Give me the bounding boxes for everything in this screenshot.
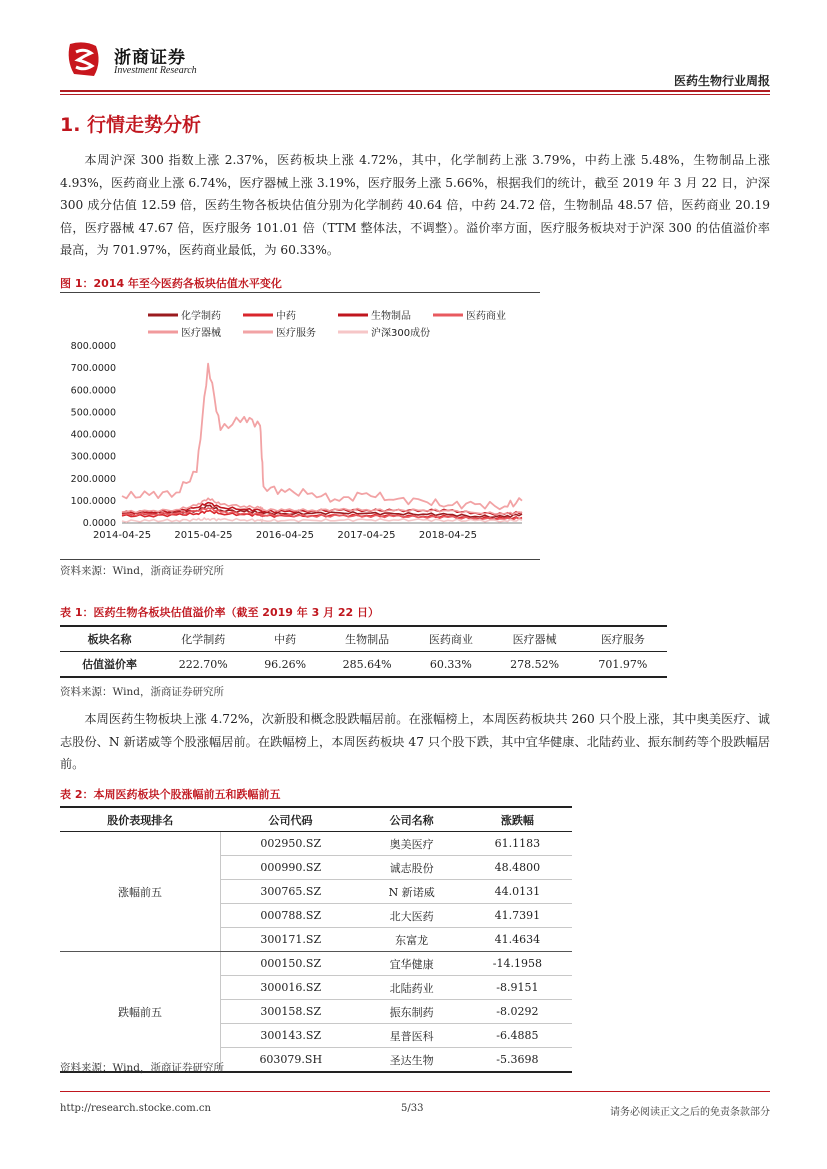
stock-code: 300158.SZ [221, 1000, 361, 1024]
stock-code: 300143.SZ [221, 1024, 361, 1048]
table-1-caption: 表 1：医药生物各板块估值溢价率（截至 2019 年 3 月 22 日） [60, 606, 380, 619]
stock-change: 41.4634 [463, 928, 572, 952]
x-tick-label: 2017-04-25 [337, 530, 396, 541]
stock-code: 002950.SZ [221, 832, 361, 856]
stock-code: 300171.SZ [221, 928, 361, 952]
table-row [60, 952, 572, 976]
y-tick-label: 600.0000 [70, 385, 116, 397]
stock-code: 603079.SH [221, 1048, 361, 1073]
paragraph-1-text: 本周沪深 300 指数上涨 2.37%，医药板块上涨 4.72%，其中，化学制药上涨 3.79%，中药上涨 5.48%，生物制品上涨 4.93%，医药商业上涨 6.74%，医疗器械上涨 3.19%，医疗服务上涨 5.66%，根据我们的统计，截至 2019 年 3 月 22 日，沪深 300 成分估值 12.59 倍，医药生物各板块估值分别为化学制药 40.64 倍，中药 24.72 倍，生物制品 48.57 倍，医药商业 20.19 倍，医疗器械 47.67 倍，医疗服务 101.01 倍（TTM 整体法，不调整）。溢价率方面，医疗服务板块对于沪深 300 的估值溢价率最高，为 701.97%，医药商业最低，为 60.33%。 [60, 153, 770, 257]
legend-label: 沪深300成份 [371, 328, 431, 339]
section-title: 1. 行情走势分析 [60, 114, 202, 136]
legend-label: 医药商业 [466, 311, 506, 322]
y-tick-label: 500.0000 [70, 407, 116, 419]
stock-change: -8.0292 [463, 1000, 572, 1024]
table-cell: 222.70% [159, 652, 247, 678]
stock-change: -6.4885 [463, 1024, 572, 1048]
table-cell: 701.97% [579, 652, 667, 678]
figure-1-bottom-rule [60, 559, 540, 560]
stock-name: 奥美医疗 [361, 832, 463, 856]
group-label-losers: 跌幅前五 [60, 952, 221, 1073]
table-header-row [60, 807, 572, 832]
logo-subtitle: Investment Research [114, 65, 197, 76]
page-number: 5/33 [401, 1103, 424, 1114]
top-movers-table [60, 806, 572, 1073]
header-cell: 生物制品 [323, 626, 411, 652]
header-cell: 医疗器械 [491, 626, 579, 652]
header-cell: 公司名称 [361, 807, 463, 832]
series-line-6 [122, 364, 522, 510]
stock-name: 振东制药 [361, 1000, 463, 1024]
stock-change: 61.1183 [463, 832, 572, 856]
header-rule-top [60, 90, 770, 92]
stock-name: 北陆药业 [361, 976, 463, 1000]
x-tick-label: 2015-04-25 [174, 530, 233, 541]
table-cell: 60.33% [411, 652, 490, 678]
stock-name: 东富龙 [361, 928, 463, 952]
stock-name: 圣达生物 [361, 1048, 463, 1073]
table-cell: 285.64% [323, 652, 411, 678]
plot-area [122, 364, 522, 522]
table-row [60, 652, 667, 678]
stock-change: -5.3698 [463, 1048, 572, 1073]
valuation-premium-table [60, 625, 667, 678]
stock-change: -14.1958 [463, 952, 572, 976]
y-tick-label: 300.0000 [70, 451, 116, 463]
table-row [60, 832, 572, 856]
stock-code: 000788.SZ [221, 904, 361, 928]
table-cell: 278.52% [491, 652, 579, 678]
figure-1-source: 资料来源：Wind，浙商证券研究所 [60, 565, 224, 577]
stock-change: 41.7391 [463, 904, 572, 928]
report-type: 医药生物行业周报 [673, 74, 770, 88]
y-tick-label: 400.0000 [70, 429, 116, 441]
stock-code: 300765.SZ [221, 880, 361, 904]
legend-label: 医疗服务 [276, 328, 316, 339]
table-2-caption: 表 2：本周医药板块个股涨幅前五和跌幅前五 [60, 788, 281, 801]
y-axis [71, 341, 116, 529]
stock-code: 300016.SZ [221, 976, 361, 1000]
figure-1-rule [60, 292, 540, 293]
x-axis [93, 523, 522, 541]
header-rule-bottom [60, 94, 770, 95]
table-header-row [60, 626, 667, 652]
paragraph-1 [60, 149, 770, 262]
table-1-source: 资料来源：Wind，浙商证券研究所 [60, 686, 224, 698]
paragraph-2 [60, 708, 770, 776]
y-tick-label: 800.0000 [70, 341, 116, 352]
group-label-gainers: 涨幅前五 [60, 832, 221, 952]
table-2-source: 资料来源：Wind，浙商证券研究所 [60, 1062, 224, 1074]
stock-name: 星普医科 [361, 1024, 463, 1048]
legend-label: 化学制药 [181, 311, 221, 322]
chart-legend [148, 309, 506, 339]
header-cell: 板块名称 [60, 626, 159, 652]
stock-change: -8.9151 [463, 976, 572, 1000]
stock-name: 北大医药 [361, 904, 463, 928]
y-tick-label: 700.0000 [70, 363, 116, 375]
y-tick-label: 0.0000 [82, 518, 116, 529]
header-cell: 化学制药 [159, 626, 247, 652]
y-tick-label: 100.0000 [70, 495, 116, 507]
footer-rule [60, 1091, 770, 1092]
stock-change: 44.0131 [463, 880, 572, 904]
stock-name: 宜华健康 [361, 952, 463, 976]
stock-code: 000150.SZ [221, 952, 361, 976]
y-tick-label: 200.0000 [70, 473, 116, 485]
row-label: 估值溢价率 [60, 652, 159, 678]
legend-label: 生物制品 [371, 311, 411, 322]
header-cell: 医药商业 [411, 626, 490, 652]
figure-1-caption: 图 1：2014 年至今医药各板块估值水平变化 [60, 277, 282, 290]
logo-name: 浙商证券 [114, 48, 186, 68]
header-cell: 公司代码 [221, 807, 361, 832]
header-cell: 中药 [247, 626, 323, 652]
x-tick-label: 2014-04-25 [92, 530, 152, 541]
company-logo-icon [64, 40, 104, 78]
footer-disclaimer: 请务必阅读正文之后的免责条款部分 [610, 1107, 770, 1118]
x-tick-label: 2018-04-25 [418, 530, 478, 541]
header-cell: 股价表现排名 [60, 807, 221, 832]
legend-label: 中药 [276, 311, 296, 322]
legend-label: 医疗器械 [181, 328, 221, 339]
stock-code: 000990.SZ [221, 856, 361, 880]
footer-url[interactable]: http://research.stocke.com.cn [60, 1103, 211, 1114]
x-tick-label: 2016-04-25 [255, 530, 315, 541]
table-cell: 96.26% [247, 652, 323, 678]
valuation-line-chart [60, 296, 540, 558]
header-cell: 涨跌幅 [463, 807, 572, 832]
stock-change: 48.4800 [463, 856, 572, 880]
paragraph-2-text: 本周医药生物板块上涨 4.72%，次新股和概念股跌幅居前。在涨幅榜上，本周医药板块共 260 只个股上涨，其中奥美医疗、诚志股份、N 新诺威等个股涨幅居前。在跌幅榜上，本周医药板块 47 只个股下跌，其中宜华健康、北陆药业、振东制药等个股跌幅居前。 [60, 712, 770, 771]
stock-name: 诚志股份 [361, 856, 463, 880]
header-cell: 医疗服务 [579, 626, 667, 652]
stock-name: N 新诺威 [361, 880, 463, 904]
